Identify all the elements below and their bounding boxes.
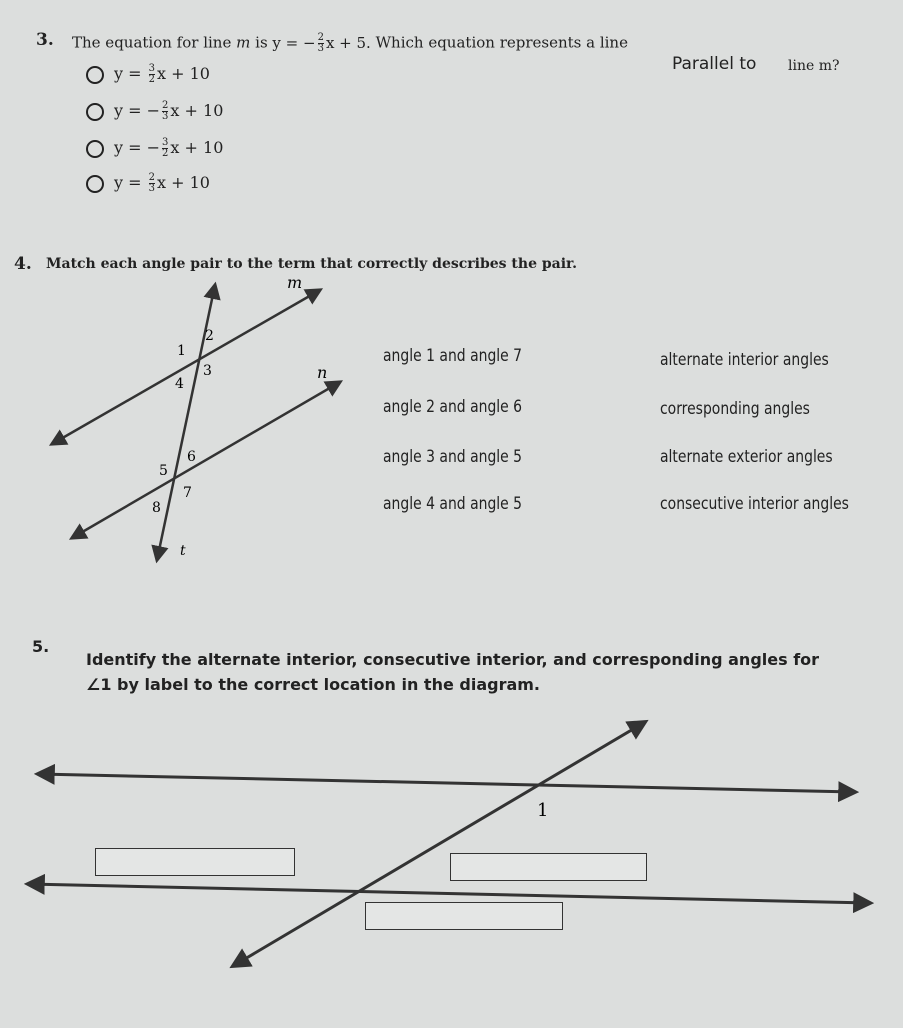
q4-prompt: Match each angle pair to the term that correctly describes the pair.: [46, 256, 577, 272]
term-alternate-exterior[interactable]: alternate exterior angles: [660, 447, 833, 467]
line-n: [72, 382, 340, 538]
q3-eq-head: y = −: [272, 33, 316, 52]
drop-box-bottom[interactable]: [365, 902, 563, 930]
q5-line-top: [38, 774, 855, 792]
choice-den: 3: [148, 183, 155, 194]
drop-box-left[interactable]: [95, 848, 295, 876]
angle-label-3: 3: [203, 363, 212, 379]
choice-num: 3: [148, 63, 155, 74]
q3-number: 3.: [36, 30, 54, 50]
angle-label-2: 2: [205, 328, 214, 344]
line-t: [157, 285, 215, 560]
q3-parallel-word: Parallel to: [672, 54, 757, 74]
angle-label-8: 8: [152, 500, 161, 516]
choice-prefix: y =: [114, 64, 142, 83]
choice-prefix: y =: [114, 173, 142, 192]
q3-text-after: Which equation represents a line: [375, 33, 628, 52]
pair-1[interactable]: angle 1 and angle 7: [383, 346, 523, 366]
q3-text-is: is: [255, 33, 268, 52]
q5-line-1: Identify the alternate interior, consecutive interior, and corresponding angles for: [86, 650, 820, 669]
label-n: n: [317, 363, 328, 382]
q5-number: 5.: [32, 637, 50, 656]
choice-suffix: x + 10: [157, 173, 210, 192]
angle-label-1: 1: [177, 343, 186, 359]
choice-prefix: y = −: [114, 101, 161, 120]
q3-eq-num: 2: [317, 32, 324, 43]
q3-line-m: line m?: [788, 58, 840, 74]
q3-text-before: The equation for line: [72, 33, 232, 52]
q5-line-2: ∠1 by label to the correct location in the diagram.: [86, 675, 540, 694]
choice-den: 3: [162, 111, 169, 122]
pair-3[interactable]: angle 3 and angle 5: [383, 447, 523, 467]
pair-2[interactable]: angle 2 and angle 6: [383, 397, 523, 417]
angle-label-6: 6: [187, 449, 196, 465]
term-corresponding[interactable]: corresponding angles: [660, 399, 810, 419]
choice-suffix: x + 10: [170, 101, 224, 120]
choice-den: 2: [162, 148, 169, 159]
q3-var-m: m: [236, 33, 251, 52]
angle-label-4: 4: [175, 376, 184, 392]
label-t: t: [180, 543, 186, 559]
choice-num: 2: [162, 100, 169, 111]
choice-suffix: x + 10: [157, 64, 210, 83]
q3-eq-den: 3: [317, 43, 324, 54]
pair-4[interactable]: angle 4 and angle 5: [383, 494, 523, 514]
angle-label-5: 5: [159, 463, 168, 479]
choice-num: 3: [162, 137, 169, 148]
q5-line-bottom: [28, 884, 870, 903]
angle-label-7: 7: [183, 485, 192, 501]
drop-box-right[interactable]: [450, 853, 647, 881]
term-alternate-interior[interactable]: alternate interior angles: [660, 350, 829, 370]
q3-eq-tail: x + 5.: [325, 33, 371, 52]
q5-angle-label-1: 1: [537, 800, 549, 821]
choice-num: 2: [148, 172, 155, 183]
term-consecutive-interior[interactable]: consecutive interior angles: [660, 494, 849, 514]
choice-den: 2: [148, 74, 155, 85]
q4-number: 4.: [14, 254, 32, 274]
label-m: m: [287, 273, 303, 292]
choice-suffix: x + 10: [170, 138, 224, 157]
choice-prefix: y = −: [114, 138, 161, 157]
